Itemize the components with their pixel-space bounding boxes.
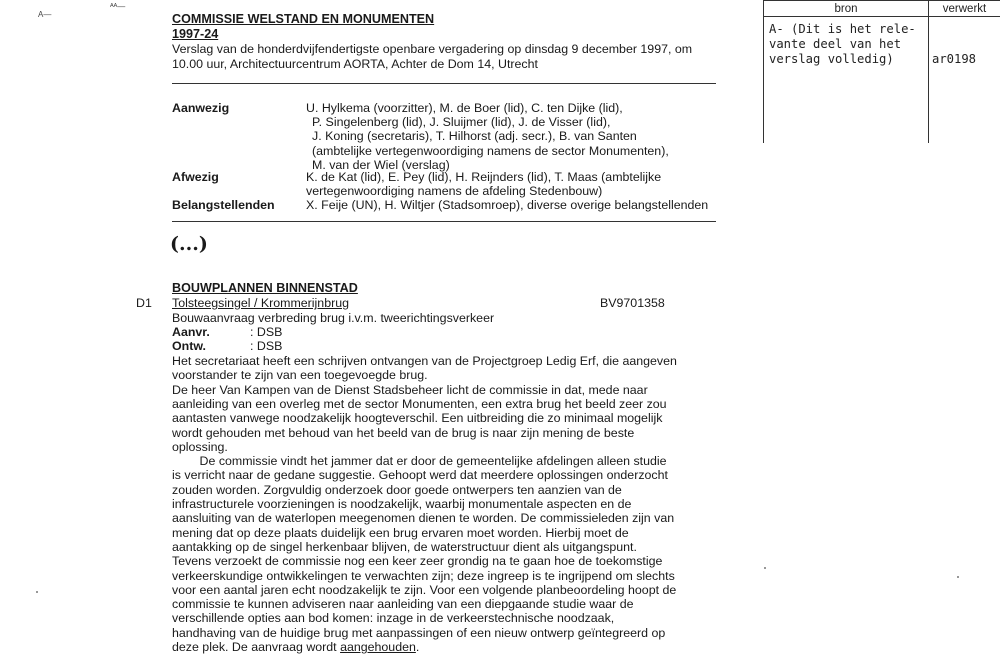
ontwerper-label: Ontw. [172,339,206,353]
attendee-line: P. Singelenberg (lid), J. Sluijmer (lid), J. de Visser (lid), [312,115,611,130]
attendee-line: J. Koning (secretaris), T. Hilhorst (adj. secr.), B. van Santen [312,129,637,144]
paragraph-text: . [415,640,420,654]
side-box-top [763,0,1000,1]
divider [172,221,716,222]
aanwezig-label: Aanwezig [172,101,230,115]
paragraph-line: oplossing. [172,439,228,454]
paragraph-last-line [172,639,419,655]
paragraph-line: De heer Van Kampen van de Dienst Stadsbeheer licht de commissie in dat, mede naar [172,382,648,397]
item-reference: BV9701358 [600,296,665,310]
paragraph-text: deze plek. De aanvraag wordt [172,640,341,654]
document-number: 1997-24 [172,27,219,41]
paragraph-line: Het secretariaat heeft een schrijven ontvangen van de Projectgroep Ledig Erf, die aangeven [172,354,677,368]
item-subtitle: Bouwaanvraag verbreding brug i.v.m. tweerichtingsverkeer [172,311,495,325]
side-box-left-border [763,0,764,143]
paragraph-line: verschillende opties aan bod komen: inzage in de verkeerstechnische noodzaak, [172,611,615,626]
afwezig-list [306,170,661,198]
absentee-line: K. de Kat (lid), E. Pey (lid), H. Reijnders (lid), T. Maas (ambtelijke [306,170,662,184]
bron-header: bron [834,3,858,15]
belangstellenden-label: Belangstellenden [172,198,275,212]
paragraph-line: infrastructurele voorzieningen is noodzakelijk, waarbij monumentale aspecten en de [172,497,632,511]
aanvrager-value: : DSB [250,325,283,339]
processed-code: ar0198 [932,52,977,66]
paragraph-line: aansluiting van de waterlopen meegenomen dienen te worden. De commissieleden zijn van [172,511,675,526]
ontwerper-value: : DSB [250,339,283,353]
section-title: BOUWPLANNEN BINNENSTAD [172,281,358,295]
paragraph-line: De commissie vindt het jammer dat er door de gemeentelijke afdelingen alleen studie [172,454,667,469]
header-line-2: 10.00 uur, Architectuurcentrum AORTA, Achter de Dom 14, Utrecht [172,57,538,71]
paragraph-line: is verricht naar de gedane suggestie. Gehoopt werd dat meerdere oplossingen onderzocht [172,468,668,483]
afwezig-label: Afwezig [172,170,219,184]
paragraph-line: voorstander te zijn van een toegevoegde brug. [172,368,428,383]
paragraph-line: voor een aantal jaren echt noodzakelijk te zijn. Voor een volgende planbeoordeling hoopt de [172,582,677,597]
header-line-1: Verslag van de honderdvijfendertigste openbare vergadering op dinsdag 9 december 1997, om [172,42,693,56]
paragraph-line: wordt gehouden met behoud van het beeld van de brug is naar zijn mening de beste [172,425,635,440]
paragraph-line: Tevens verzoekt de commissie nog een keer zeer grondig na te gaan hoe de toekomstige [172,554,663,569]
scan-speck [957,576,959,578]
attendee-line: M. van der Wiel (verslag) [312,157,450,172]
aanvrager-label: Aanvr. [172,325,210,339]
source-note-line: A- (Dit is het rele- [769,22,916,36]
paragraph-line: handhaving van de huidige brug met aanpassingen of een nieuw ontwerp geïntegreerd op [172,625,666,640]
attendee-line: U. Hylkema (voorzitter), M. de Boer (lid), C. ten Dijke (lid), [306,101,623,115]
item-title: Tolsteegsingel / Krommerijnbrug [172,296,349,310]
paragraph-line: mening dat op deze plaats duidelijk een brug ervaren moet worden. Hierbij moet de [172,525,629,540]
omission-mark: (...) [170,233,208,255]
source-note-line: vante deel van het [769,37,902,51]
paragraph-line: zouden worden. Zorgvuldig onderzoek door goede ontwerpers ten aanzien van de [172,482,622,497]
item-code: D1 [136,296,152,310]
side-box-header-rule [763,16,1000,17]
paragraph-line: aantakking op de singel herkenbaar blijven, de waterstructuur dient als uitgangspunt. [172,539,637,554]
decision-status: aangehouden [340,640,416,654]
margin-mark-small: ᴬᴬ— [110,2,126,11]
absentee-line: vertegenwoordiging namens de afdeling Stedenbouw) [306,184,603,199]
paragraph-line: commissie te kunnen adviseren naar aanleiding van een diepgaande studie waar de [172,597,634,612]
paragraph-line: aanleiding van een overleg met de sector Monumenten, een extra brug het beeld zeer zou [172,396,667,411]
paragraph-line: aantasten vanwege noodzakelijk hoogteverschil. Een uitbreiding die zo minimaal mogelijk [172,411,663,426]
aanwezig-list [306,101,669,172]
scan-speck [764,567,766,569]
side-box-divider [928,0,929,143]
document-title: COMMISSIE WELSTAND EN MONUMENTEN [172,12,435,26]
belangstellenden-text: X. Feije (UN), H. Wiltjer (Stadsomroep), diverse overige belangstellenden [306,198,709,212]
attendee-line: (ambtelijke vertegenwoordiging namens de sector Monumenten), [312,143,669,158]
divider [172,83,716,84]
paragraph-line: verkeerskundige ontwikkelingen te verwachten zijn; deze ingreep is te ingrijpend om slechts [172,568,675,583]
source-note-line: verslag volledig) [769,52,894,66]
margin-mark: A— [38,10,52,19]
verwerkt-header: verwerkt [942,3,987,15]
scan-speck [36,591,38,593]
source-note [769,22,916,67]
